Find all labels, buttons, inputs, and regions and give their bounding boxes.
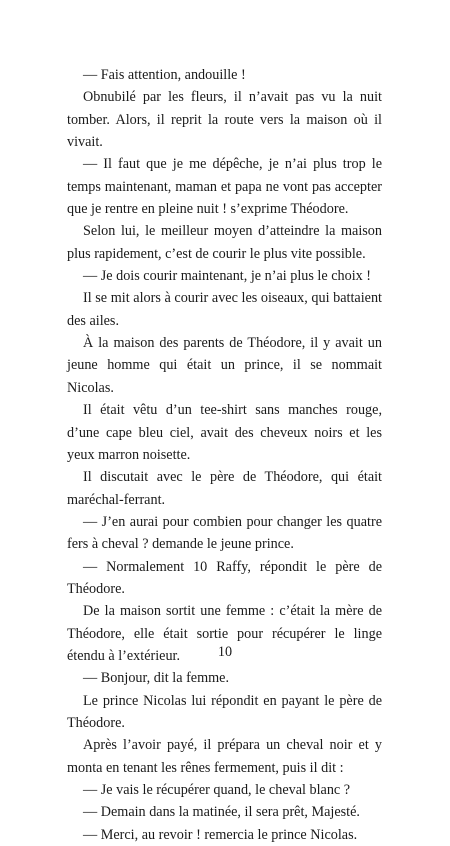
paragraph: — Je dois courir maintenant, je n’ai plus le choix ! xyxy=(83,268,372,285)
paragraph: — Il faut que je me dépêche, je n’ai plus trop le temps maintenant, maman et papa ne vont pas accepter que je rentre en pleine nuit ! s’exprime Théodore. xyxy=(67,156,382,218)
paragraph: Obnubilé par les fleurs, il n’avait pas vu la nuit tomber. Alors, il reprit la route vers la maison où il vivait. xyxy=(67,89,382,151)
page-body xyxy=(67,64,382,846)
paragraph: Après l’avoir payé, il prépara un cheval noir et y monta en tenant les rênes fermement, puis il dit : xyxy=(67,737,382,776)
paragraph: — Merci, au revoir ! remercia le prince Nicolas. xyxy=(83,826,358,843)
paragraph: Il se mit alors à courir avec les oiseaux, qui battaient des ailes. xyxy=(67,290,382,329)
paragraph: — J’en aurai pour combien pour changer les quatre fers à cheval ? demande le jeune prince. xyxy=(67,513,382,553)
paragraph: Il était vêtu d’un tee-shirt sans manches rouge, d’une cape bleu ciel, avait des cheveux noirs et les yeux marron noisette. xyxy=(67,402,382,463)
paragraph: — Demain dans la matinée, il sera prêt, Majesté. xyxy=(83,804,360,821)
paragraph: — Bonjour, dit la femme. xyxy=(83,670,230,687)
paragraph: — Fais attention, andouille ! xyxy=(83,67,246,83)
paragraph: Il discutait avec le père de Théodore, qui était maréchal-ferrant. xyxy=(67,469,382,508)
paragraph: — Je vais le récupérer quand, le cheval blanc ? xyxy=(83,782,351,798)
page-number: 10 xyxy=(217,644,233,660)
paragraph: Le prince Nicolas lui répondit en payant le père de Théodore. xyxy=(67,692,382,731)
paragraph: — Normalement 10 Raffy, répondit le père de Théodore. xyxy=(67,558,382,597)
paragraph: De la maison sortit une femme : c’était la mère de Théodore, elle était sortie pour récupérer le linge étendu à l’extérieur. xyxy=(67,603,382,664)
paragraph: À la maison des parents de Théodore, il y avait un jeune homme qui était un prince, il se nommait Nicolas. xyxy=(67,335,382,396)
paragraph: Selon lui, le meilleur moyen d’atteindre la maison plus rapidement, c’est de courir le plus vite possible. xyxy=(67,223,382,262)
